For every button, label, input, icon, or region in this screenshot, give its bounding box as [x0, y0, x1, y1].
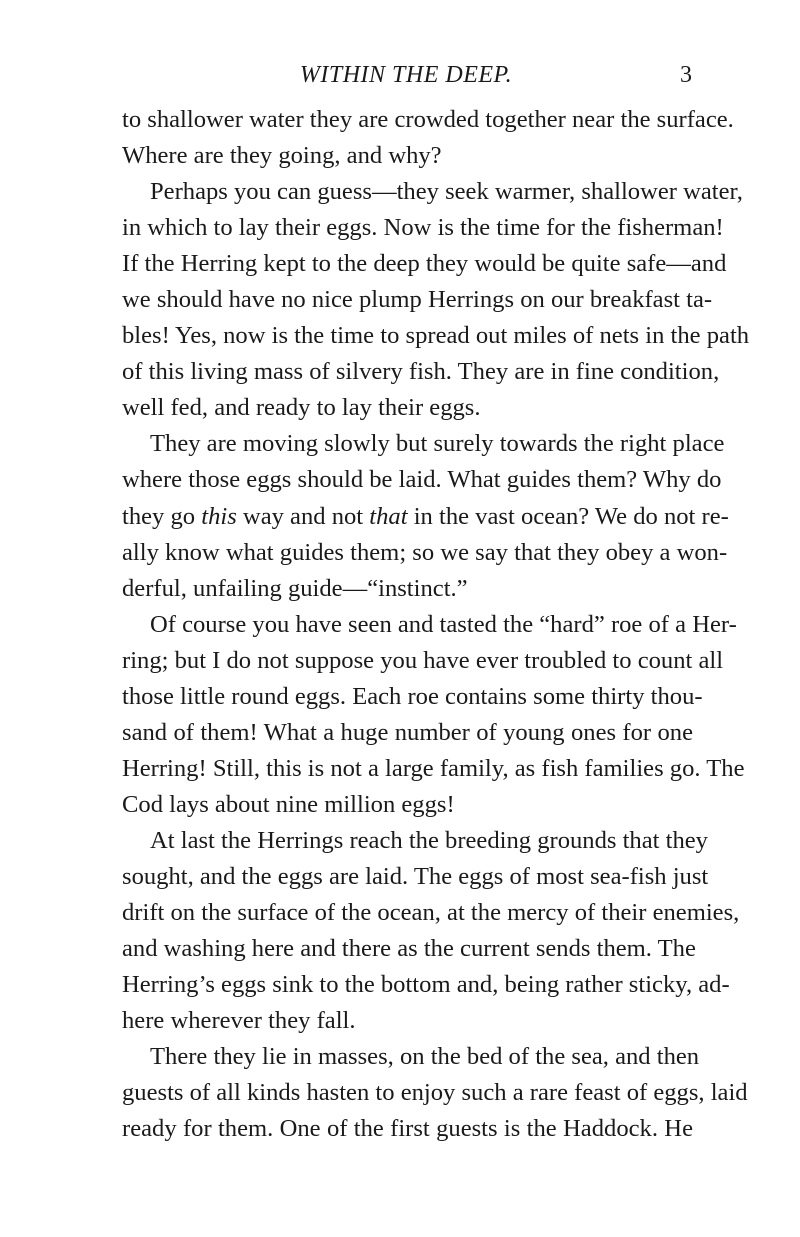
text-line-with-emphasis	[122, 499, 729, 535]
text-line: Herring! Still, this is not a large family, as fish families go. The	[122, 754, 745, 782]
text-line: derful, unfailing guide—“instinct.”	[122, 574, 468, 602]
text-line: ring; but I do not suppose you have ever troubled to count all	[122, 646, 724, 674]
paragraph	[122, 426, 729, 606]
text-line: guests of all kinds hasten to enjoy such a rare feast of eggs, laid	[122, 1079, 748, 1107]
text-line: to shallower water they are crowded together near the surface.	[122, 106, 734, 133]
paragraph	[122, 607, 745, 823]
text-line: Perhaps you can guess—they seek warmer, shallower water,	[150, 178, 743, 206]
text-line: There they lie in masses, on the bed of the sea, and then	[150, 1043, 700, 1071]
text-line: and washing here and there as the current sends them. The	[122, 935, 696, 963]
text-run: they go	[122, 502, 202, 530]
text-line: Cod lays about nine million eggs!	[122, 790, 455, 818]
text-line: ready for them. One of the first guests is the Haddock. He	[122, 1115, 693, 1143]
emphasis-text: this	[201, 502, 237, 530]
page-number: 3	[680, 62, 692, 88]
text-line: They are moving slowly but surely towards the right place	[150, 430, 725, 458]
paragraph	[122, 1039, 748, 1147]
text-line: in which to lay their eggs. Now is the time for the fisherman!	[122, 214, 724, 242]
text-line: Herring’s eggs sink to the bottom and, being rather sticky, ad-	[122, 971, 730, 999]
text-line: of this living mass of silvery fish. They are in fine condition,	[122, 358, 720, 386]
text-line: If the Herring kept to the deep they would be quite safe—and	[122, 250, 727, 278]
paragraph	[122, 823, 740, 1039]
text-line: where those eggs should be laid. What guides them? Why do	[122, 466, 722, 494]
text-run: in the vast ocean? We do not re-	[407, 502, 729, 530]
text-line: we should have no nice plump Herrings on our breakfast ta-	[122, 286, 713, 314]
text-line: drift on the surface of the ocean, at the mercy of their enemies,	[122, 899, 740, 927]
running-head	[120, 62, 692, 98]
text-run: way and not	[236, 502, 370, 530]
emphasis-text: that	[369, 502, 408, 530]
text-line: those little round eggs. Each roe contains some thirty thou-	[122, 682, 703, 710]
text-line: Of course you have seen and tasted the “hard” roe of a Her-	[150, 610, 737, 638]
text-line: At last the Herrings reach the breeding grounds that they	[150, 826, 708, 854]
text-line: sand of them! What a huge number of young ones for one	[122, 718, 693, 746]
text-line: Where are they going, and why?	[122, 142, 442, 170]
text-line: bles! Yes, now is the time to spread out miles of nets in the path	[122, 322, 750, 350]
text-line: ally know what guides them; so we say that they obey a won-	[122, 538, 728, 566]
paragraph	[122, 174, 750, 426]
running-title: WITHIN THE DEEP.	[299, 62, 513, 88]
text-line: sought, and the eggs are laid. The eggs of most sea-fish just	[122, 862, 709, 890]
body-text	[122, 102, 750, 1147]
paragraph	[122, 102, 734, 174]
text-line: well fed, and ready to lay their eggs.	[122, 394, 481, 422]
text-line: here wherever they fall.	[122, 1007, 356, 1035]
